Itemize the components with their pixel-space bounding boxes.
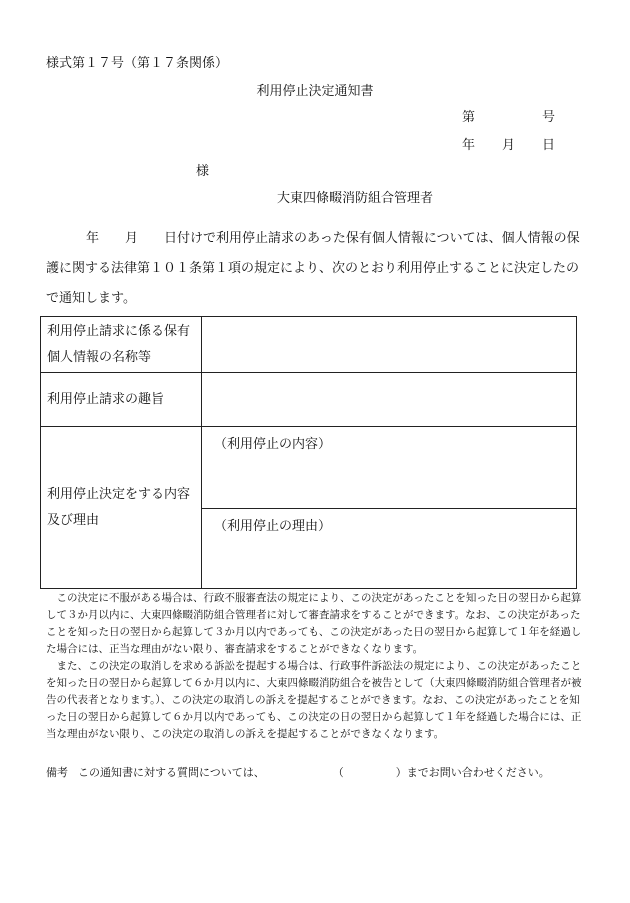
row-label-request-purpose: 利用停止請求の趣旨 xyxy=(41,373,202,427)
appeal-notice xyxy=(46,590,582,743)
remark-paren-open: （ xyxy=(332,766,344,779)
appeal-notice-paragraph-2: また、この決定の取消しを求める訴訟を提起する場合は、行政事件訴訟法の規定により、この決定があったことを知った日の翌日から起算して６か月以内に、大東四條畷消防組合を被告として（大東四條畷消防組合管理者が被告の代表者となります。）、この決定の取消しの訴えを提起することができます。なお、この決定があったことを知った日の翌日から起算して６か月以内であっても、この決定の日の翌日から起算して１年を経過した場合には、正当な理由がない限り、この決定の取消しの訴えを提起することができなくなります。 xyxy=(46,660,582,740)
addressee-honorific: 様 xyxy=(196,164,210,179)
decision-table xyxy=(40,316,577,589)
intro-month: 月 xyxy=(125,231,139,246)
decision-reason-cell xyxy=(202,509,577,589)
document-title: 利用停止決定通知書 xyxy=(256,84,374,99)
row-label-target-info: 利用停止請求に係る保有個人情報の名称等 xyxy=(41,317,202,373)
date-month: 月 xyxy=(502,138,516,153)
date-day: 日 xyxy=(542,138,556,153)
table-row xyxy=(41,427,577,509)
issuer-name: 大東四條畷消防組合管理者 xyxy=(277,191,434,206)
intro-year: 年 xyxy=(86,231,100,246)
remark-text-before: この通知書に対する質問については、 xyxy=(78,766,265,779)
table-row xyxy=(41,317,577,373)
remark-text-after: までお問い合わせください。 xyxy=(406,766,550,779)
row-label-decision: 利用停止決定をする内容及び理由 xyxy=(41,427,202,589)
intro-text: 日付けで利用停止請求のあった保有個人情報については、個人情報の保護に関する法律第１０１条第１項の規定により、次のとおり利用停止することに決定したので通知します。 xyxy=(46,231,580,306)
date-year: 年 xyxy=(462,138,476,153)
form-number: 様式第１７号（第１７条関係） xyxy=(46,56,229,71)
decision-reason-label: （利用停止の理由） xyxy=(214,519,332,534)
table-row xyxy=(41,373,577,427)
row-value-request-purpose xyxy=(202,373,577,427)
doc-number-suffix: 号 xyxy=(542,110,556,125)
decision-content-cell xyxy=(202,427,577,509)
appeal-notice-paragraph-1: この決定に不服がある場合は、行政不服審査法の規定により、この決定があったことを知った日の翌日から起算して３か月以内に、大東四條畷消防組合管理者に対して審査請求をすることができます。なお、この決定があったことを知った日の翌日から起算して３か月以内であっても、この決定があった日の翌日から起算して１年を経過した場合には、正当な理由がない限り、審査請求をすることができなくなります。 xyxy=(46,592,582,655)
intro-paragraph xyxy=(46,224,582,314)
doc-number-prefix: 第 xyxy=(462,110,476,125)
remark-label: 備考 xyxy=(46,766,68,779)
row-value-target-info xyxy=(202,317,577,373)
remark-paren-close: ） xyxy=(395,766,407,779)
decision-content-label: （利用停止の内容） xyxy=(214,437,332,452)
remark-line xyxy=(46,766,582,780)
